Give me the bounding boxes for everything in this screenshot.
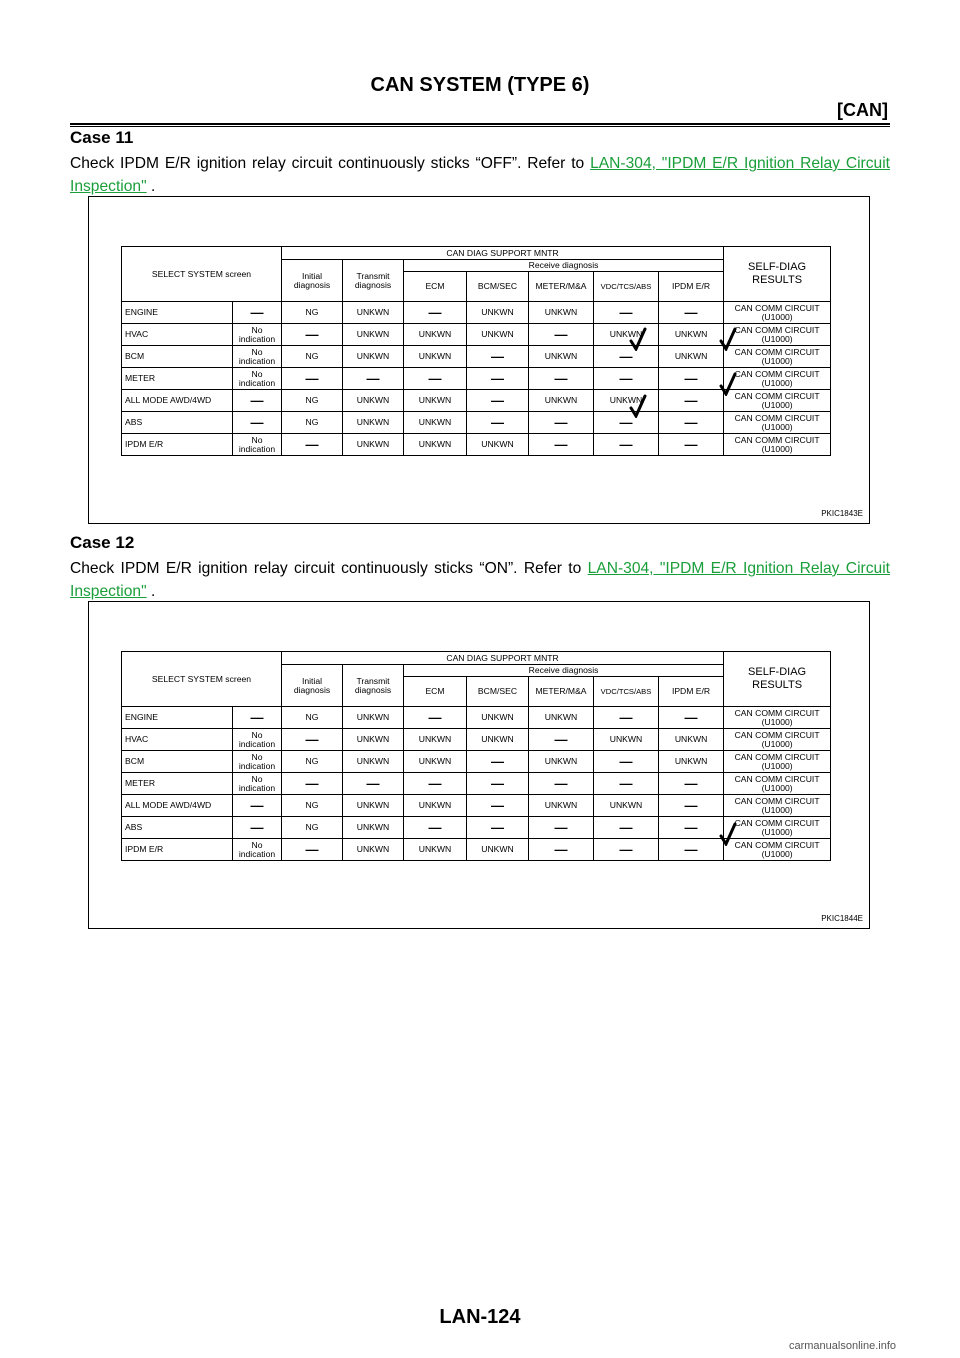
cell-initial: —	[233, 390, 282, 412]
cell-vdc: —	[529, 839, 594, 861]
figure-code: PKIC1843E	[821, 509, 863, 518]
self-diag-header-line: RESULTS	[752, 679, 803, 691]
cell-initial-line: No	[251, 368, 263, 379]
section-label: [CAN]	[837, 100, 888, 120]
cell-ecm: UNKWN	[343, 817, 404, 839]
case-11-link[interactable]: LAN-304, "IPDM E/R Ignition Relay Circuit Inspection"	[70, 155, 891, 195]
cell-self: —	[659, 434, 724, 456]
cell-bcm: UNKWN	[404, 795, 467, 817]
cell-transmit: —	[282, 368, 343, 390]
transmit-diagnosis-header-line: diagnosis	[354, 684, 392, 695]
cell-meter: UNKWN	[467, 324, 529, 346]
self-diag-result-line: CAN COMM CIRCUIT	[734, 751, 820, 762]
cell-transmit: —	[282, 729, 343, 751]
table-row	[122, 302, 831, 324]
case-11-text-before: Check IPDM E/R ignition relay circuit continuously sticks “OFF”. Refer to	[70, 155, 591, 172]
cell-initial	[233, 434, 282, 456]
cell-bcm: —	[404, 773, 467, 795]
case-12-heading: Case 12	[70, 533, 135, 552]
cell-ipdm: UNKWN	[594, 324, 659, 346]
self-diag-result-line: (U1000)	[761, 826, 793, 837]
self-diag-result-line: (U1000)	[761, 399, 793, 410]
cell-self: —	[659, 412, 724, 434]
self-diag-result-line: CAN COMM CIRCUIT	[734, 368, 820, 379]
self-diag-header	[724, 652, 831, 707]
transmit-diagnosis-header	[343, 260, 404, 302]
cell-initial-line: indication	[238, 377, 276, 388]
system-name: ENGINE	[122, 302, 233, 324]
cell-transmit: NG	[282, 390, 343, 412]
cell-initial	[233, 368, 282, 390]
self-diag-header	[724, 247, 831, 302]
cell-ipdm: UNKWN	[594, 390, 659, 412]
initial-diagnosis-header-line: diagnosis	[293, 279, 331, 290]
cell-vdc: UNKWN	[529, 390, 594, 412]
self-diag-result-line: (U1000)	[761, 760, 793, 771]
self-diag-result-line: (U1000)	[761, 377, 793, 388]
self-diag-result	[724, 390, 831, 412]
cell-bcm: UNKWN	[404, 346, 467, 368]
cell-ipdm: —	[594, 346, 659, 368]
cell-self: —	[659, 368, 724, 390]
self-diag-result-line: (U1000)	[761, 333, 793, 344]
self-diag-result-line: CAN COMM CIRCUIT	[734, 707, 820, 718]
cell-initial-line: indication	[238, 333, 276, 344]
checkmark-icon	[719, 372, 737, 396]
cell-self: —	[659, 773, 724, 795]
receive-col-4: IPDM E/R	[659, 677, 724, 707]
cell-meter: —	[467, 412, 529, 434]
cell-initial-line: indication	[238, 848, 276, 859]
self-diag-result-line: CAN COMM CIRCUIT	[734, 302, 820, 313]
cell-bcm: UNKWN	[404, 729, 467, 751]
figure-code: PKIC1844E	[821, 914, 863, 923]
cell-bcm: —	[404, 817, 467, 839]
table-row	[122, 412, 831, 434]
case-11-text	[70, 152, 890, 198]
cell-self: UNKWN	[659, 751, 724, 773]
cell-ipdm: —	[594, 773, 659, 795]
self-diag-result-line: CAN COMM CIRCUIT	[734, 434, 820, 445]
cell-bcm: UNKWN	[404, 324, 467, 346]
cell-initial-line: indication	[238, 760, 276, 771]
cell-initial: —	[233, 707, 282, 729]
cell-vdc: —	[529, 368, 594, 390]
self-diag-result-line: CAN COMM CIRCUIT	[734, 412, 820, 423]
cell-meter: —	[467, 368, 529, 390]
self-diag-result-line: CAN COMM CIRCUIT	[734, 839, 820, 850]
cell-ecm: UNKWN	[343, 346, 404, 368]
cell-initial: —	[233, 302, 282, 324]
cell-ipdm: UNKWN	[594, 795, 659, 817]
cell-ecm: UNKWN	[343, 302, 404, 324]
cell-meter: —	[467, 795, 529, 817]
self-diag-result	[724, 795, 831, 817]
cell-transmit: —	[282, 324, 343, 346]
table-row	[122, 729, 831, 751]
cell-ecm: UNKWN	[343, 839, 404, 861]
cell-ipdm: —	[594, 817, 659, 839]
cell-meter: UNKWN	[467, 434, 529, 456]
cell-transmit: —	[282, 773, 343, 795]
self-diag-result-line: (U1000)	[761, 311, 793, 322]
receive-col-0: ECM	[404, 677, 467, 707]
cell-ipdm: —	[594, 368, 659, 390]
case-12-text	[70, 557, 890, 603]
cell-meter: UNKWN	[467, 729, 529, 751]
cell-self: —	[659, 817, 724, 839]
self-diag-result-line: CAN COMM CIRCUIT	[734, 390, 820, 401]
header-rule	[70, 123, 890, 125]
page-title: CAN SYSTEM (TYPE 6)	[370, 74, 590, 96]
cell-initial: —	[233, 795, 282, 817]
cell-meter: UNKWN	[467, 302, 529, 324]
cell-transmit: —	[282, 434, 343, 456]
cell-initial	[233, 751, 282, 773]
system-name: BCM	[122, 751, 233, 773]
self-diag-result-line: CAN COMM CIRCUIT	[734, 729, 820, 740]
cell-vdc: UNKWN	[529, 707, 594, 729]
initial-diagnosis-header-line: diagnosis	[293, 684, 331, 695]
cell-ipdm: —	[594, 751, 659, 773]
initial-diagnosis-header	[282, 260, 343, 302]
cell-self: —	[659, 839, 724, 861]
self-diag-result	[724, 412, 831, 434]
cell-ecm: UNKWN	[343, 751, 404, 773]
cell-vdc: —	[529, 729, 594, 751]
cell-meter: —	[467, 390, 529, 412]
can-diag-header: CAN DIAG SUPPORT MNTR	[282, 247, 724, 260]
cell-self: UNKWN	[659, 346, 724, 368]
cell-initial-line: indication	[238, 782, 276, 793]
cell-initial	[233, 346, 282, 368]
self-diag-result-line: (U1000)	[761, 848, 793, 859]
cell-initial	[233, 839, 282, 861]
system-name: HVAC	[122, 729, 233, 751]
cell-transmit: NG	[282, 795, 343, 817]
cell-vdc: —	[529, 773, 594, 795]
cell-bcm: UNKWN	[404, 390, 467, 412]
transmit-diagnosis-header-line: Transmit	[356, 270, 390, 281]
diagnosis-table	[121, 246, 831, 456]
receive-col-0: ECM	[404, 272, 467, 302]
system-name: ALL MODE AWD/4WD	[122, 390, 233, 412]
cell-vdc: —	[529, 434, 594, 456]
receive-col-3: VDC/TCS/ABS	[594, 272, 659, 302]
self-diag-result-line: (U1000)	[761, 716, 793, 727]
receive-diagnosis-header: Receive diagnosis	[404, 260, 724, 272]
cell-initial: —	[233, 412, 282, 434]
self-diag-result-line: CAN COMM CIRCUIT	[734, 817, 820, 828]
cell-self: —	[659, 707, 724, 729]
self-diag-result	[724, 707, 831, 729]
cell-initial-line: No	[251, 346, 263, 357]
cell-initial: —	[233, 817, 282, 839]
cell-initial-line: No	[251, 729, 263, 740]
self-diag-result-line: (U1000)	[761, 738, 793, 749]
cell-transmit: NG	[282, 412, 343, 434]
cell-meter: —	[467, 751, 529, 773]
checkmark-icon	[629, 327, 647, 351]
self-diag-result	[724, 434, 831, 456]
cell-ecm: UNKWN	[343, 434, 404, 456]
cell-ecm: UNKWN	[343, 729, 404, 751]
cell-self: UNKWN	[659, 324, 724, 346]
cell-self: —	[659, 795, 724, 817]
cell-ecm: UNKWN	[343, 390, 404, 412]
cell-initial-line: indication	[238, 355, 276, 366]
cell-initial-line: indication	[238, 443, 276, 454]
cell-ipdm: —	[594, 707, 659, 729]
cell-meter: UNKWN	[467, 707, 529, 729]
cell-initial-line: indication	[238, 738, 276, 749]
cell-ipdm: UNKWN	[594, 729, 659, 751]
checkmark-icon	[719, 327, 737, 351]
cell-initial-line: No	[251, 751, 263, 762]
figure-case-11	[88, 196, 870, 524]
cell-bcm: —	[404, 707, 467, 729]
table-row	[122, 434, 831, 456]
header-row-1	[122, 247, 831, 260]
cell-ipdm: —	[594, 839, 659, 861]
cell-initial	[233, 729, 282, 751]
header-row-1	[122, 652, 831, 665]
figure-case-12	[88, 601, 870, 929]
self-diag-result	[724, 368, 831, 390]
case-12-text-after: .	[146, 583, 156, 600]
cell-meter: —	[467, 817, 529, 839]
self-diag-result	[724, 817, 831, 839]
system-name: ABS	[122, 817, 233, 839]
receive-col-3: VDC/TCS/ABS	[594, 677, 659, 707]
receive-col-1: BCM/SEC	[467, 677, 529, 707]
cell-ecm: UNKWN	[343, 412, 404, 434]
cell-transmit: NG	[282, 817, 343, 839]
self-diag-result	[724, 324, 831, 346]
cell-ipdm: —	[594, 412, 659, 434]
case-12-text-before: Check IPDM E/R ignition relay circuit continuously sticks “ON”. Refer to	[70, 560, 588, 577]
cell-vdc: UNKWN	[529, 346, 594, 368]
cell-self: UNKWN	[659, 729, 724, 751]
cell-vdc: UNKWN	[529, 795, 594, 817]
table-row	[122, 751, 831, 773]
receive-col-2: METER/M&A	[529, 677, 594, 707]
cell-ecm: UNKWN	[343, 707, 404, 729]
cell-initial-line: No	[251, 434, 263, 445]
cell-ecm: UNKWN	[343, 795, 404, 817]
system-name: ENGINE	[122, 707, 233, 729]
cell-transmit: —	[282, 839, 343, 861]
cell-vdc: —	[529, 412, 594, 434]
table-row	[122, 773, 831, 795]
cell-meter: UNKWN	[467, 839, 529, 861]
case-12-link[interactable]: LAN-304, "IPDM E/R Ignition Relay Circuit Inspection"	[70, 560, 890, 600]
cell-vdc: —	[529, 817, 594, 839]
cell-initial	[233, 324, 282, 346]
self-diag-result-line: (U1000)	[761, 804, 793, 815]
transmit-diagnosis-header	[343, 665, 404, 707]
system-name: METER	[122, 368, 233, 390]
cell-initial	[233, 773, 282, 795]
checkmark-icon	[719, 822, 737, 846]
system-name: METER	[122, 773, 233, 795]
header-rule-thin	[70, 126, 890, 127]
cell-self: —	[659, 302, 724, 324]
cell-initial-line: No	[251, 324, 263, 335]
watermark: carmanualsonline.info	[788, 1340, 896, 1352]
cell-bcm: —	[404, 368, 467, 390]
self-diag-result-line: (U1000)	[761, 443, 793, 454]
cell-initial-line: No	[251, 839, 263, 850]
cell-transmit: NG	[282, 346, 343, 368]
initial-diagnosis-header-line: Initial	[301, 675, 323, 686]
self-diag-result	[724, 729, 831, 751]
cell-ipdm: —	[594, 434, 659, 456]
cell-bcm: UNKWN	[404, 751, 467, 773]
receive-diagnosis-header: Receive diagnosis	[404, 665, 724, 677]
receive-col-2: METER/M&A	[529, 272, 594, 302]
cell-ecm: —	[343, 773, 404, 795]
self-diag-header-line: RESULTS	[752, 274, 803, 286]
self-diag-header-line: SELF-DIAG	[748, 261, 807, 273]
cell-ipdm: —	[594, 302, 659, 324]
initial-diagnosis-header-line: Initial	[301, 270, 323, 281]
select-system-header: SELECT SYSTEM screen	[122, 652, 282, 707]
self-diag-result-line: CAN COMM CIRCUIT	[734, 346, 820, 357]
system-name: ABS	[122, 412, 233, 434]
transmit-diagnosis-header-line: diagnosis	[354, 279, 392, 290]
self-diag-result-line: (U1000)	[761, 355, 793, 366]
self-diag-result-line: (U1000)	[761, 782, 793, 793]
self-diag-result	[724, 839, 831, 861]
system-name: HVAC	[122, 324, 233, 346]
table-row	[122, 707, 831, 729]
cell-ecm: —	[343, 368, 404, 390]
self-diag-result-line: CAN COMM CIRCUIT	[734, 773, 820, 784]
cell-meter: —	[467, 346, 529, 368]
self-diag-result	[724, 346, 831, 368]
receive-col-4: IPDM E/R	[659, 272, 724, 302]
select-system-header: SELECT SYSTEM screen	[122, 247, 282, 302]
case-11-text-after: .	[146, 178, 156, 195]
self-diag-result	[724, 302, 831, 324]
cell-ecm: UNKWN	[343, 324, 404, 346]
cell-transmit: NG	[282, 302, 343, 324]
cell-meter: —	[467, 773, 529, 795]
checkmark-icon	[629, 394, 647, 418]
cell-vdc: UNKWN	[529, 751, 594, 773]
case-11-heading: Case 11	[70, 128, 134, 147]
cell-bcm: UNKWN	[404, 434, 467, 456]
cell-bcm: UNKWN	[404, 412, 467, 434]
cell-vdc: —	[529, 324, 594, 346]
system-name: BCM	[122, 346, 233, 368]
system-name: ALL MODE AWD/4WD	[122, 795, 233, 817]
self-diag-result-line: CAN COMM CIRCUIT	[734, 324, 820, 335]
self-diag-result-line: (U1000)	[761, 421, 793, 432]
self-diag-result-line: CAN COMM CIRCUIT	[734, 795, 820, 806]
self-diag-result	[724, 751, 831, 773]
cell-self: —	[659, 390, 724, 412]
cell-bcm: —	[404, 302, 467, 324]
table-row	[122, 795, 831, 817]
cell-bcm: UNKWN	[404, 839, 467, 861]
system-name: IPDM E/R	[122, 434, 233, 456]
self-diag-header-line: SELF-DIAG	[748, 666, 807, 678]
system-name: IPDM E/R	[122, 839, 233, 861]
cell-transmit: NG	[282, 707, 343, 729]
can-diag-header: CAN DIAG SUPPORT MNTR	[282, 652, 724, 665]
cell-transmit: NG	[282, 751, 343, 773]
initial-diagnosis-header	[282, 665, 343, 707]
cell-initial-line: No	[251, 773, 263, 784]
receive-col-1: BCM/SEC	[467, 272, 529, 302]
transmit-diagnosis-header-line: Transmit	[356, 675, 390, 686]
cell-vdc: UNKWN	[529, 302, 594, 324]
page-number: LAN-124	[439, 1306, 521, 1328]
self-diag-result	[724, 773, 831, 795]
